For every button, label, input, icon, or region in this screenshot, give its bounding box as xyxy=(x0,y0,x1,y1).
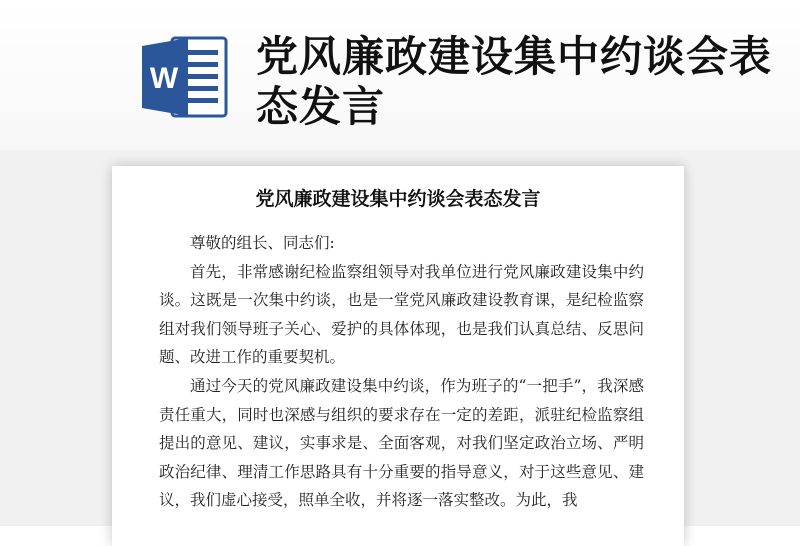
paragraph-1: 首先，非常感谢纪检监察组领导对我单位进行党风廉政建设集中约谈。这既是一次集中约谈，也是一堂党风廉政建设教育课，是纪检监察组对我们领导班子关心、爱护的具体体现，也是我们认真总结、反思问题、改进工作的重要契机。 xyxy=(159,262,644,367)
word-icon-letter: W xyxy=(149,62,179,95)
word-document-icon xyxy=(142,36,228,118)
salutation: 尊敬的组长、同志们: xyxy=(190,234,335,252)
document-page xyxy=(112,166,684,546)
paragraph-2: 通过今天的党风廉政建设集中约谈，作为班子的“一把手”，我深感责任重大，同时也深感与组织的要求存在一定的差距，派驻纪检监察组提出的意见、建议，实事求是、全面客观，对我们坚定政治立场、严明政治纪律、理清工作思路具有十分重要的指导意义，对于这些意见、建议，我们虚心接受，照单全收，并将逐一落实整改。为此，我 xyxy=(159,376,644,510)
document-title: 党风廉政建设集中约谈会表态发言 xyxy=(255,188,541,210)
document-body xyxy=(159,229,644,515)
page-title: 党风廉政建设集中约谈会表态发言 xyxy=(256,32,773,131)
